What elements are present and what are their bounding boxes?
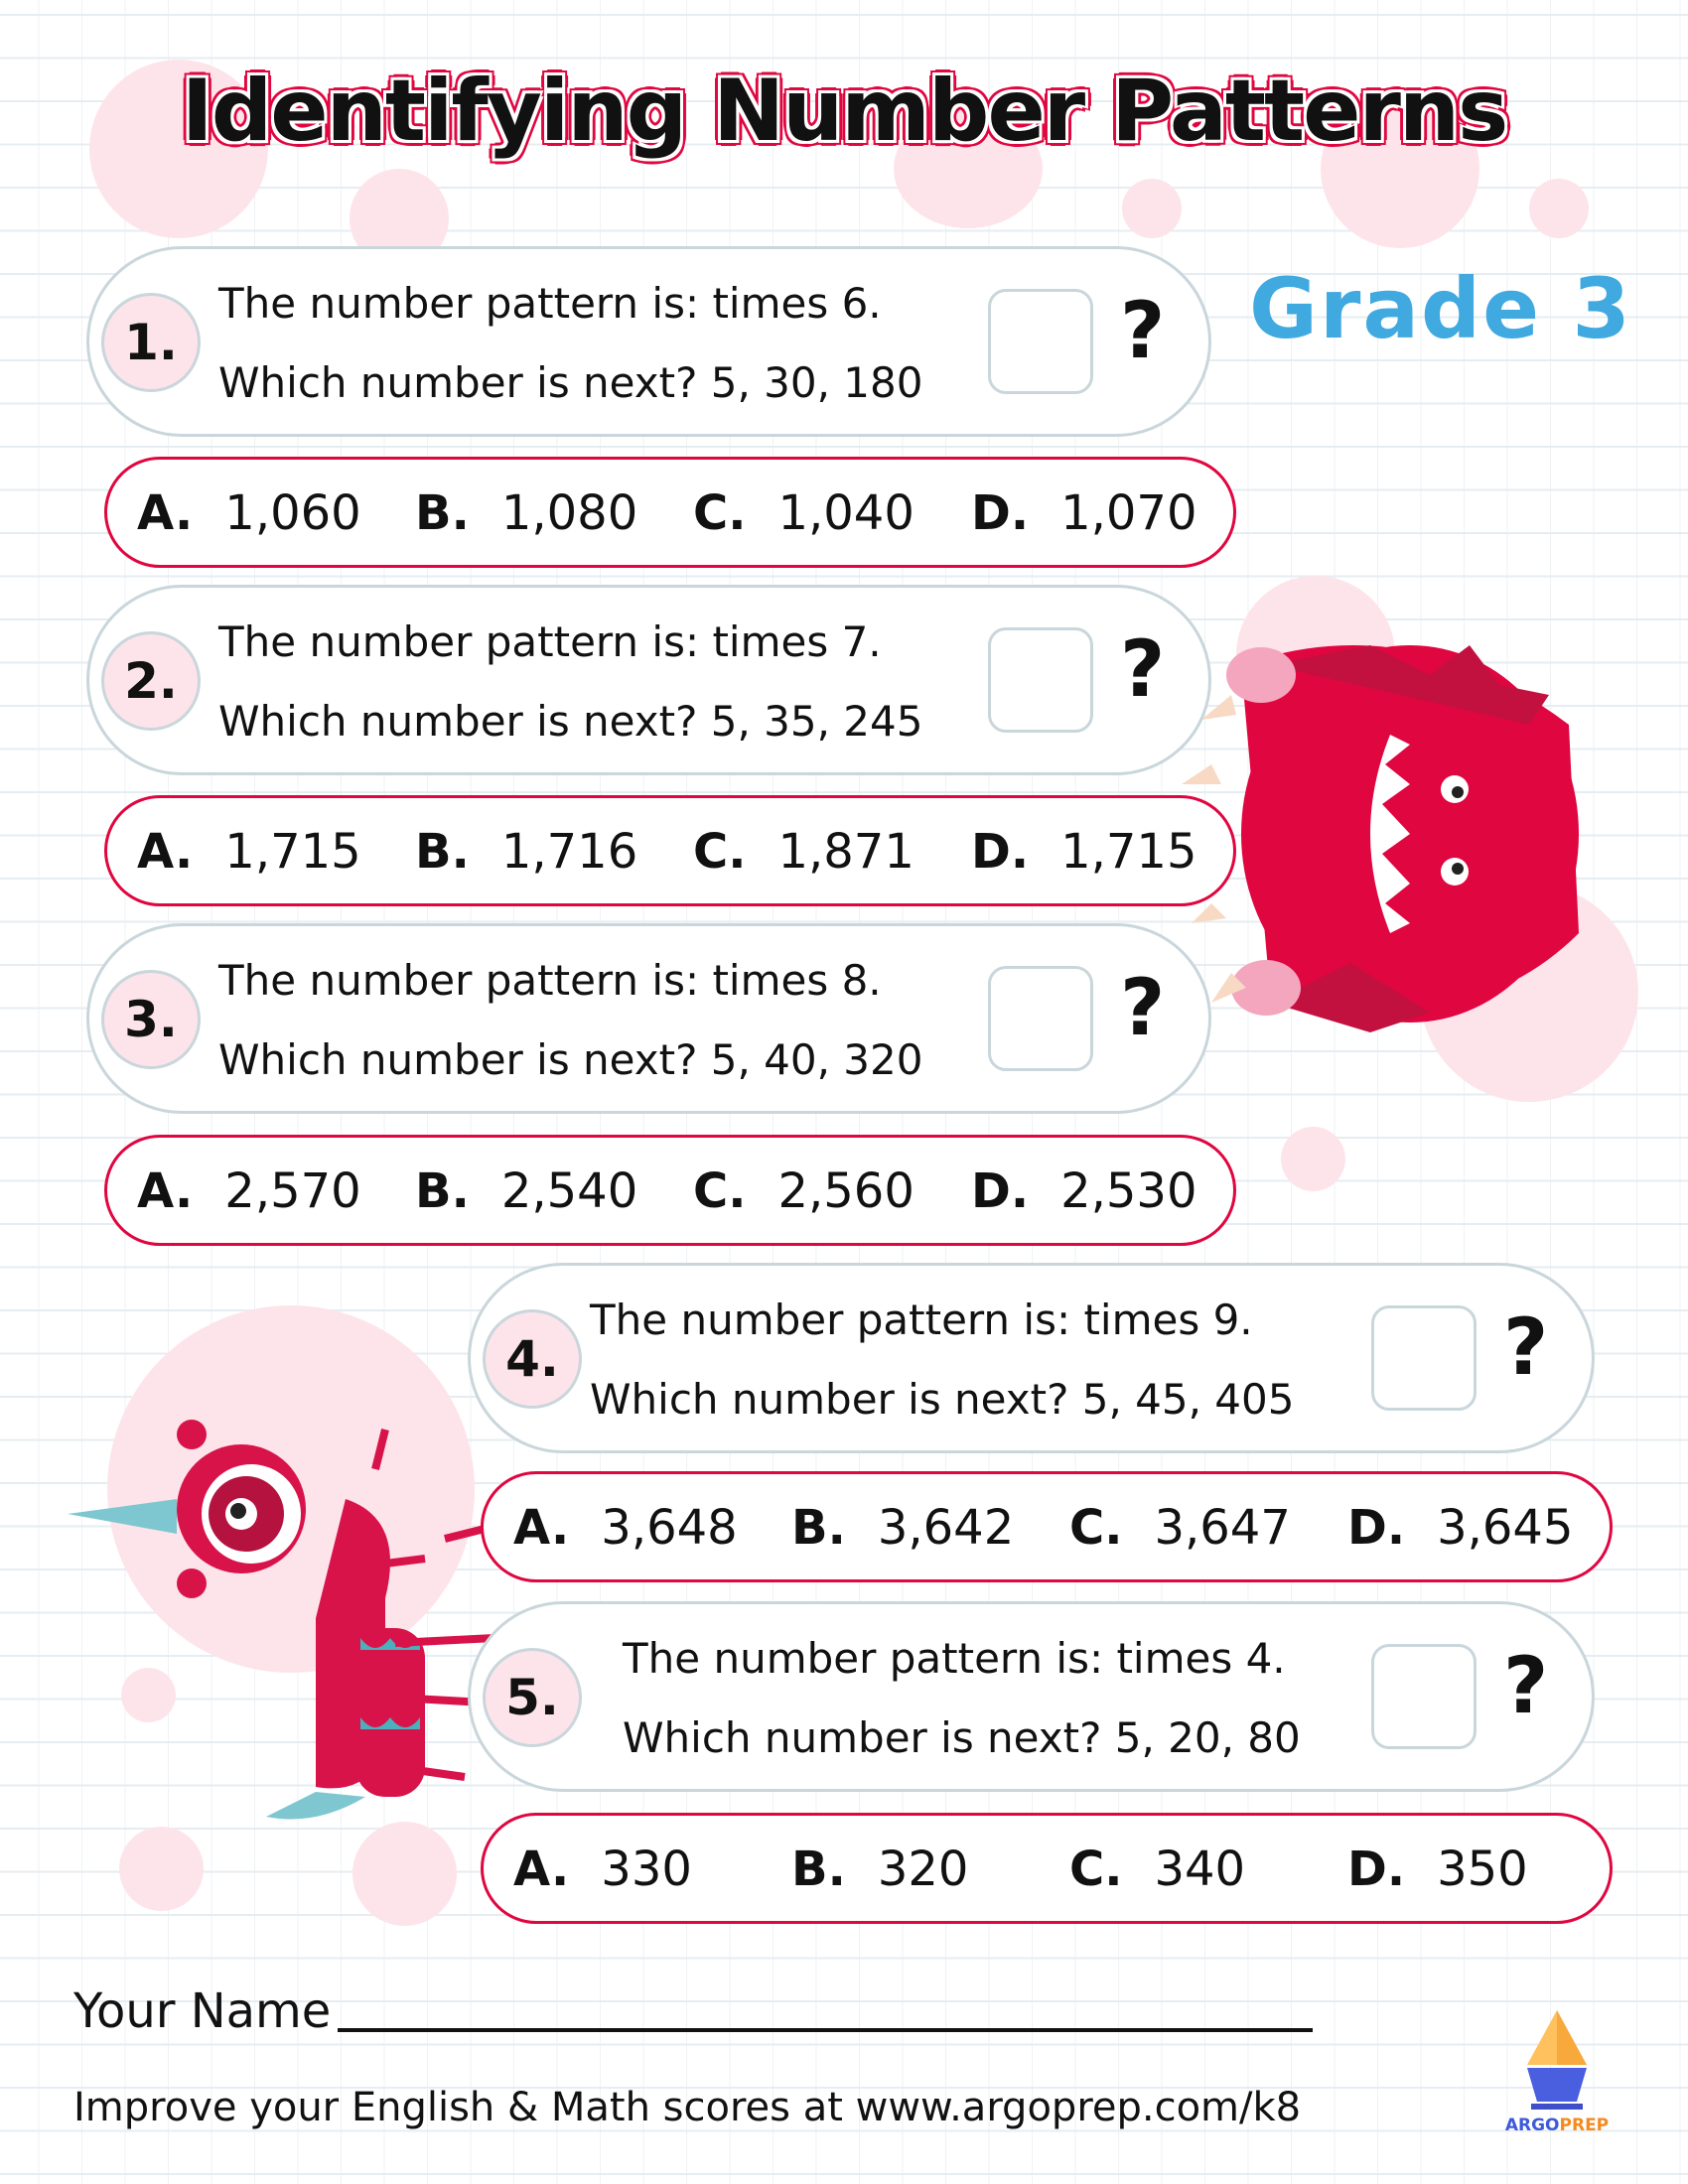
worm-monster-illustration — [68, 1390, 504, 1827]
option-letter: D. — [971, 824, 1030, 880]
your-name-label: Your Name — [73, 1983, 332, 2039]
argoprep-logo — [1497, 2010, 1617, 2135]
logo-text-argo: ARGO — [1504, 2116, 1560, 2135]
name-input-line[interactable] — [338, 2028, 1313, 2032]
answer-option[interactable] — [791, 1842, 968, 1897]
option-value: 1,716 — [500, 824, 638, 880]
option-letter: D. — [1347, 1842, 1406, 1897]
option-letter: C. — [693, 824, 747, 880]
decor-circle — [1529, 179, 1589, 238]
pen-nib-icon — [1517, 2010, 1597, 2110]
option-value: 3,642 — [877, 1500, 1015, 1556]
question-card — [468, 1601, 1595, 1792]
answer-options — [104, 457, 1236, 568]
logo-text-prep: PREP — [1559, 2116, 1610, 2135]
option-letter: D. — [971, 485, 1030, 541]
question-card — [86, 246, 1211, 437]
answer-options — [104, 1135, 1236, 1246]
question-number: 5. — [483, 1648, 582, 1747]
decor-circle — [1122, 179, 1182, 238]
question-mark: ? — [1503, 1642, 1549, 1731]
question-card — [86, 923, 1211, 1114]
answer-box[interactable] — [1371, 1305, 1477, 1411]
answer-box[interactable] — [988, 966, 1093, 1071]
option-value: 1,080 — [500, 485, 638, 541]
answer-option[interactable] — [693, 1163, 914, 1219]
option-letter: A. — [513, 1842, 570, 1897]
footer-promo-text: Improve your English & Math scores at www.argoprep.com/k8 — [73, 2085, 1302, 2130]
answer-option[interactable] — [693, 485, 914, 541]
option-value: 320 — [877, 1842, 969, 1897]
question-pattern-text: The number pattern is: times 9. — [590, 1296, 1253, 1344]
question-number: 3. — [101, 970, 201, 1069]
option-letter: B. — [415, 824, 470, 880]
option-letter: B. — [791, 1842, 846, 1897]
question-pattern-text: The number pattern is: times 8. — [218, 956, 882, 1005]
option-letter: D. — [1347, 1500, 1406, 1556]
option-value: 1,715 — [1060, 824, 1197, 880]
answer-option[interactable] — [1069, 1500, 1291, 1556]
answer-options — [481, 1471, 1613, 1582]
decor-circle — [352, 1822, 457, 1926]
answer-option[interactable] — [791, 1500, 1014, 1556]
answer-option[interactable] — [1347, 1842, 1528, 1897]
question-mark: ? — [1120, 625, 1166, 715]
answer-option[interactable] — [693, 824, 914, 880]
option-value: 350 — [1437, 1842, 1528, 1897]
answer-options — [481, 1813, 1613, 1924]
answer-option[interactable] — [137, 485, 361, 541]
grade-label: Grade 3 — [1249, 260, 1632, 357]
question-mark: ? — [1120, 964, 1166, 1053]
option-value: 2,540 — [500, 1163, 638, 1219]
answer-option[interactable] — [1347, 1500, 1574, 1556]
option-letter: A. — [137, 485, 194, 541]
question-mark: ? — [1120, 287, 1166, 376]
answer-box[interactable] — [988, 627, 1093, 733]
option-letter: D. — [971, 1163, 1030, 1219]
option-value: 330 — [601, 1842, 692, 1897]
option-letter: C. — [1069, 1842, 1123, 1897]
option-value: 2,560 — [777, 1163, 914, 1219]
answer-options — [104, 795, 1236, 906]
worksheet-title: Identifying Number Patterns — [181, 62, 1507, 161]
question-sequence-text: Which number is next? 5, 35, 245 — [218, 697, 923, 746]
option-letter: A. — [137, 1163, 194, 1219]
option-value: 1,040 — [777, 485, 914, 541]
option-value: 3,647 — [1154, 1500, 1291, 1556]
question-sequence-text: Which number is next? 5, 40, 320 — [218, 1035, 923, 1084]
answer-option[interactable] — [513, 1842, 692, 1897]
decor-circle — [119, 1827, 204, 1911]
question-card — [86, 585, 1211, 775]
option-letter: C. — [1069, 1500, 1123, 1556]
option-value: 1,070 — [1060, 485, 1197, 541]
answer-option[interactable] — [971, 485, 1197, 541]
option-value: 1,060 — [224, 485, 361, 541]
answer-option[interactable] — [971, 824, 1197, 880]
option-value: 3,645 — [1437, 1500, 1574, 1556]
option-value: 2,530 — [1060, 1163, 1197, 1219]
question-number: 1. — [101, 293, 201, 392]
option-letter: A. — [137, 824, 194, 880]
option-value: 2,570 — [224, 1163, 361, 1219]
question-sequence-text: Which number is next? 5, 20, 80 — [623, 1713, 1301, 1762]
option-value: 3,648 — [601, 1500, 738, 1556]
option-letter: C. — [693, 485, 747, 541]
answer-option[interactable] — [971, 1163, 1197, 1219]
question-sequence-text: Which number is next? 5, 45, 405 — [590, 1375, 1295, 1424]
question-pattern-text: The number pattern is: times 6. — [218, 279, 882, 328]
question-number: 2. — [101, 631, 201, 731]
question-pattern-text: The number pattern is: times 7. — [218, 617, 882, 666]
option-letter: B. — [415, 1163, 470, 1219]
answer-option[interactable] — [137, 1163, 361, 1219]
question-number: 4. — [483, 1309, 582, 1409]
question-card — [468, 1263, 1595, 1453]
answer-option[interactable] — [137, 824, 361, 880]
answer-option[interactable] — [415, 824, 637, 880]
answer-option[interactable] — [513, 1500, 738, 1556]
question-pattern-text: The number pattern is: times 4. — [623, 1634, 1286, 1683]
question-sequence-text: Which number is next? 5, 30, 180 — [218, 358, 923, 407]
answer-option[interactable] — [1069, 1842, 1245, 1897]
option-letter: B. — [791, 1500, 846, 1556]
decor-circle — [1281, 1127, 1345, 1191]
option-letter: A. — [513, 1500, 570, 1556]
option-letter: C. — [693, 1163, 747, 1219]
answer-box[interactable] — [988, 289, 1093, 394]
question-mark: ? — [1503, 1303, 1549, 1393]
option-letter: B. — [415, 485, 470, 541]
option-value: 1,871 — [777, 824, 914, 880]
answer-box[interactable] — [1371, 1644, 1477, 1749]
option-value: 1,715 — [224, 824, 361, 880]
option-value: 340 — [1154, 1842, 1246, 1897]
red-monster-illustration — [1172, 606, 1609, 1052]
answer-option[interactable] — [415, 1163, 637, 1219]
answer-option[interactable] — [415, 485, 637, 541]
